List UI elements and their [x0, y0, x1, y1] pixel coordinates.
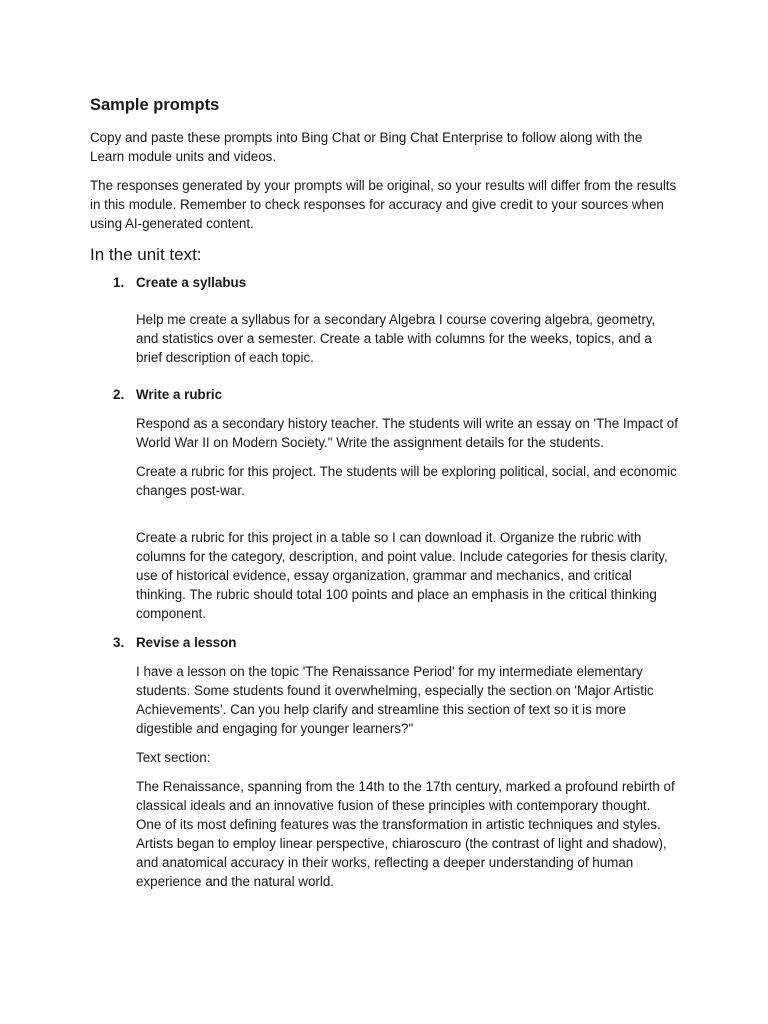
item-number: 2.	[113, 387, 125, 402]
list-item	[90, 385, 678, 623]
item-title: Revise a lesson	[136, 635, 237, 650]
prompt-paragraph: Respond as a secondary history teacher. The students will write an essay on 'The Impact of World War II on Modern Society." Write the assignment details for the students.	[136, 416, 678, 450]
list-item	[90, 633, 678, 891]
intro-paragraph: The responses generated by your prompts will be original, so your results will differ from the results in this module. Remember to check responses for accuracy and give credit to your sources when using AI-generated content.	[90, 178, 677, 231]
prompt-paragraph: Help me create a syllabus for a secondary Algebra I course covering algebra, geometry, and statistics over a semester. Create a table with columns for the weeks, topics, and a brief description of each topic.	[136, 312, 656, 365]
item-body	[136, 310, 678, 367]
prompt-paragraph: Text section:	[136, 750, 211, 765]
item-body	[136, 662, 678, 891]
intro	[90, 128, 678, 233]
item-title: Create a syllabus	[136, 275, 247, 290]
prompt-paragraph: Create a rubric for this project. The students will be exploring political, social, and economic changes post-war.	[136, 464, 677, 498]
prompt-paragraph: The Renaissance, spanning from the 14th to the 17th century, marked a profound rebirth of classical ideals and an innovative fusion of these principles with contemporary thought. One of its most defining features was the transformation in artistic techniques and styles. Artists began to employ linear perspective, chiaroscuro (the contrast of light and shadow), and anatomical accuracy in their works, reflecting a deeper understanding of human experience and the natural world.	[136, 779, 675, 889]
item-number: 3.	[113, 635, 125, 650]
prompt-list	[90, 273, 678, 891]
page-title: Sample prompts	[90, 96, 220, 114]
intro-paragraph: Copy and paste these prompts into Bing Chat or Bing Chat Enterprise to follow along with the Learn module units and videos.	[90, 130, 643, 164]
section-heading: In the unit text:	[90, 245, 202, 264]
item-title: Write a rubric	[136, 387, 223, 402]
prompt-paragraph: I have a lesson on the topic 'The Renaissance Period' for my intermediate elementary students. Some students found it overwhelming, especially the section on 'Major Artistic Achievements'. Can you help clarify and streamline this section of text so it is more digestible and engaging for younger learners?"	[136, 664, 654, 736]
prompt-paragraph: Create a rubric for this project in a table so I can download it. Organize the rubric with columns for the category, description, and point value. Include categories for thesis clarity, use of historical evidence, essay organization, grammar and mechanics, and critical thinking. The rubric should total 100 points and place an emphasis in the critical thinking component.	[136, 530, 668, 621]
list-item	[90, 273, 678, 367]
item-body	[136, 414, 678, 623]
item-number: 1.	[113, 275, 125, 290]
